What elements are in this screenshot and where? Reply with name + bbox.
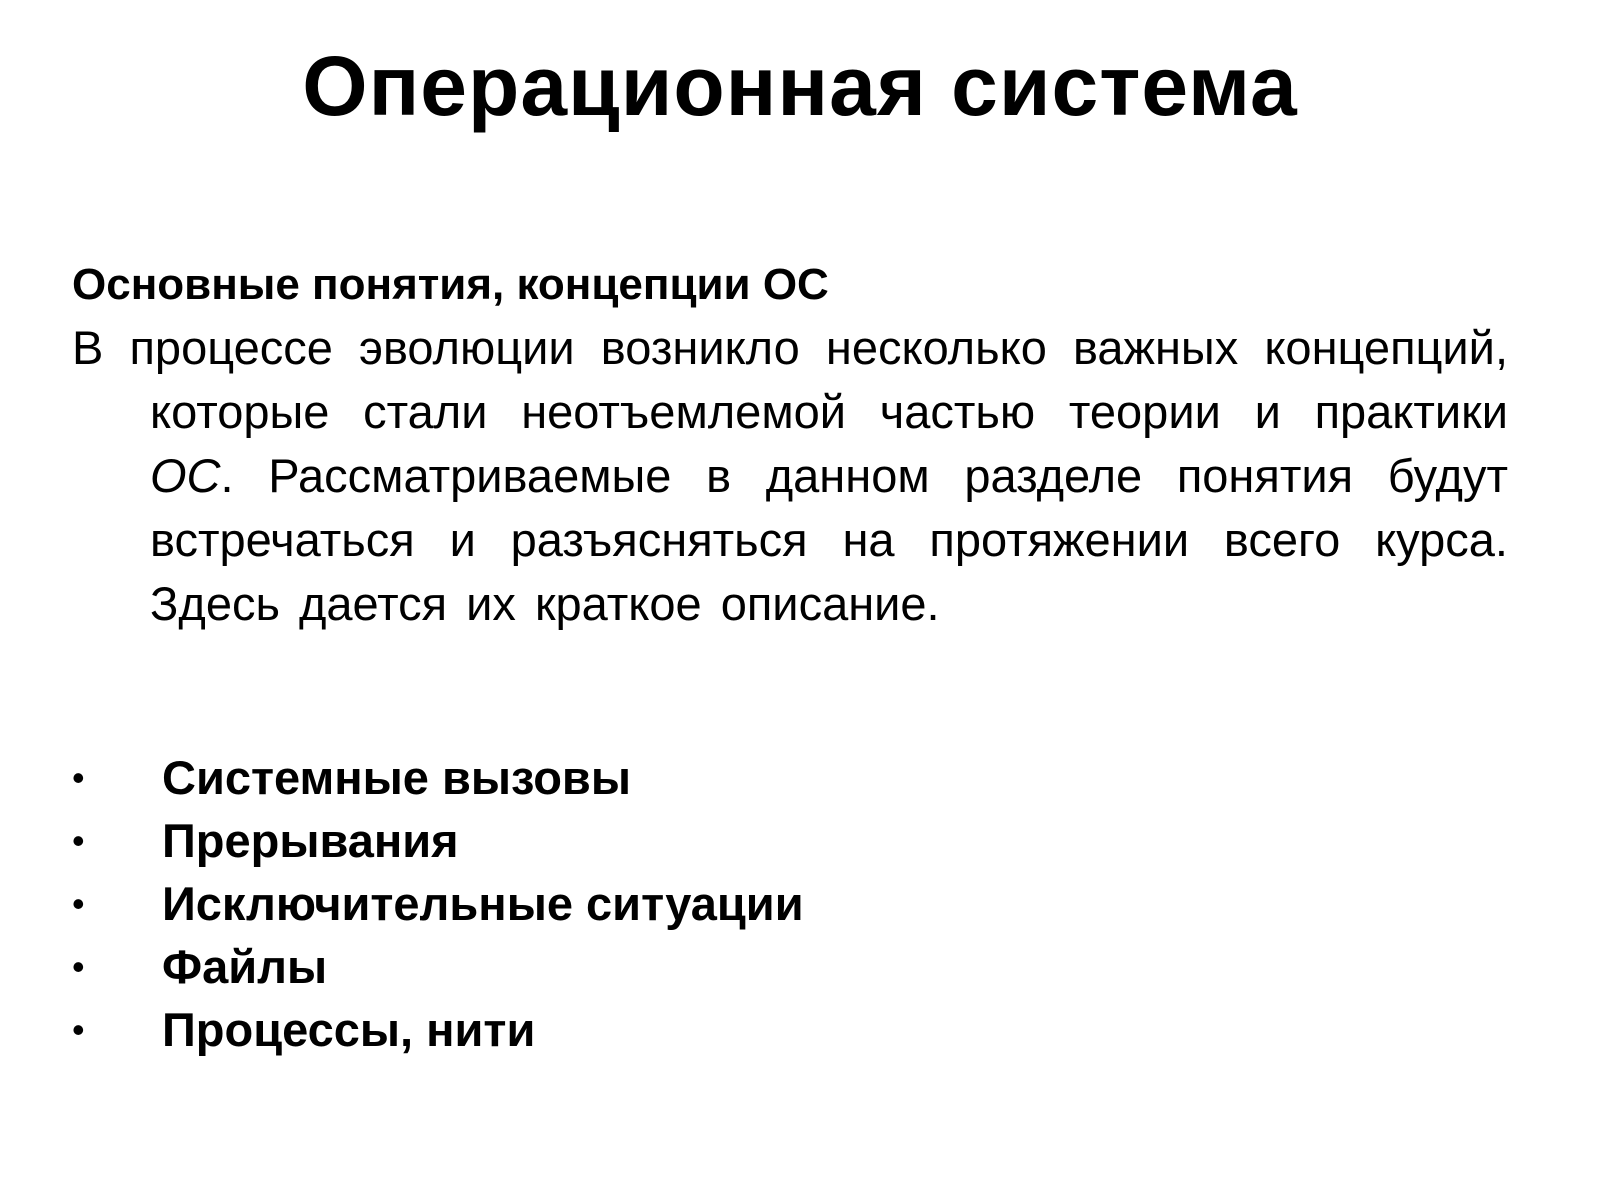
bullet-icon: • <box>72 820 85 861</box>
list-item-label: Системные вызовы <box>162 751 631 804</box>
intro-text-before: В процессе эволюции возникло несколько важных концепций, которые стали неотъемлемой частью теории и практики <box>72 321 1508 438</box>
bullet-icon: • <box>72 1009 85 1050</box>
slide-title: Операционная система <box>302 39 1298 133</box>
bullet-icon: • <box>72 946 85 987</box>
list-item-label: Прерывания <box>162 814 459 867</box>
intro-text-after: . Рассматриваемые в данном разделе понятия будут встречаться и разъясняться на протяжении всего курса. Здесь дается их краткое описание. <box>150 449 1508 630</box>
bullet-icon: • <box>72 757 85 798</box>
list-item-label: Процессы, нити <box>162 1003 536 1056</box>
intro-paragraph <box>72 316 1508 636</box>
bullet-icon: • <box>72 883 85 924</box>
list-item-label: Файлы <box>162 940 328 993</box>
list-item-label: Исключительные ситуации <box>162 877 804 930</box>
intro-text-emphasis: ОС <box>150 449 221 502</box>
section-heading: Основные понятия, концепции ОС <box>72 260 829 309</box>
